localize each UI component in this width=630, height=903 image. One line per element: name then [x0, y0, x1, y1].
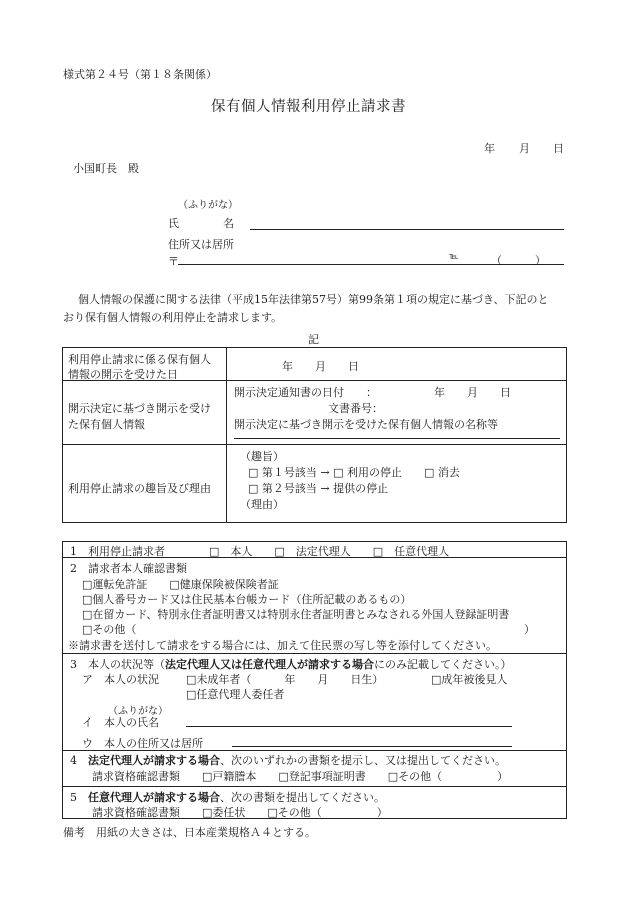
intro-line1: 個人情報の保護に関する法律（平成15年法律第57号）第99条第１項の規定に基づき、下記のと	[78, 293, 549, 306]
name-field-line[interactable]	[250, 229, 564, 230]
row2-label-1: 開示決定に基づき開示を受け	[68, 402, 211, 415]
section-4-title	[70, 752, 506, 768]
id-docs-other-end: ）	[524, 623, 535, 636]
tel-label: ℡	[449, 252, 459, 262]
voluntary-rep-docs[interactable]: 請求資格確認書類 □委任状 □その他（ ）	[92, 806, 388, 819]
purpose-label: （趣旨）	[240, 450, 284, 463]
info-name-label: 開示決定に基づき開示を受けた保有個人情報の名称等	[234, 418, 498, 431]
person-address-label: ウ 本人の住所又は居所	[82, 737, 203, 750]
legal-rep-docs[interactable]: 請求資格確認書類 □戸籍謄本 □登記事項証明書 □その他（ ）	[92, 770, 509, 783]
person-name-label: イ 本人の氏名	[82, 716, 159, 729]
furigana-label: （ふりがな）	[178, 200, 238, 211]
footnote: 備考 用紙の大きさは、日本産業規格Ａ４とする。	[63, 826, 316, 839]
date-day: 日	[553, 142, 564, 155]
page-title: 保有個人情報利用停止請求書	[211, 99, 406, 115]
section-5-bold: 任意代理人が請求する場合	[88, 791, 220, 804]
status-delegator[interactable]: □任意代理人委任者	[186, 688, 285, 701]
section-4-rest: 、次のいずれかの書類を提示し、又は提出してください。	[220, 754, 506, 767]
row1-label-1: 利用停止請求に係る保有個人	[68, 353, 211, 366]
section-5-num: 5	[70, 791, 77, 804]
notice-date-label: 開示決定通知書の日付 ：	[234, 386, 377, 399]
section-1[interactable]: 1 利用停止請求者 □ 本人 □ 法定代理人 □ 任意代理人	[70, 545, 450, 558]
date-year: 年	[484, 142, 495, 155]
purpose-option-1[interactable]: □ 第１号該当 → □ 利用の停止 □ 消去	[248, 466, 460, 479]
person-address-line[interactable]	[232, 746, 512, 747]
status-minor[interactable]: □未成年者（ 年 月 日生）	[186, 673, 384, 686]
section-3-prefix: 3 本人の状況等（	[70, 658, 165, 671]
sep-s2	[62, 653, 567, 654]
addressee: 小国町長 殿	[73, 162, 139, 175]
row1-label-2: 情報の開示を受けた日	[68, 368, 178, 381]
section-5-rest: 、次の書類を提出してください。	[220, 791, 385, 804]
row1-date[interactable]: 年 月 日	[282, 360, 359, 373]
id-docs-other[interactable]: □その他（	[82, 623, 137, 636]
section-3-suffix: にのみ記載してください。）	[374, 658, 512, 671]
section-4-bold: 法定代理人が請求する場合	[88, 754, 220, 767]
row2-label-2: た保有個人情報	[68, 418, 145, 431]
ki-label: 記	[308, 333, 319, 346]
person-furigana: （ふりがな）	[108, 706, 168, 717]
notice-date-value[interactable]: 年 月 日	[434, 386, 511, 399]
reason-label: （理由）	[240, 498, 284, 511]
address-label: 住所又は居所	[168, 238, 234, 251]
id-docs-note: ※請求書を送付して請求をする場合には、加えて住民票の写し等を添付してください。	[68, 639, 497, 652]
id-docs-line-2[interactable]: □個人番号カード又は住民基本台帳カード（住所記載のあるもの）	[82, 593, 412, 606]
sep-s4	[62, 786, 567, 787]
row3-label: 利用停止請求の趣旨及び理由	[68, 482, 211, 495]
date-month: 月	[519, 142, 530, 155]
name-label: 氏 名	[168, 217, 234, 230]
section-3-bold: 法定代理人又は任意代理人が請求する場合	[165, 658, 374, 671]
postal-mark: 〒	[168, 255, 179, 268]
section-5-title	[70, 789, 385, 805]
person-status-label: ア 本人の状況	[82, 673, 159, 686]
intro-line2: おり保有個人情報の利用停止を請求します。	[63, 311, 283, 324]
info-name-line[interactable]	[234, 438, 560, 439]
section-2-title: 2 請求者本人確認書類	[70, 562, 187, 575]
status-adult-ward[interactable]: □成年被後見人	[431, 673, 508, 686]
form-number: 様式第２４号（第１８条関係）	[63, 68, 217, 81]
table-row-sep-2	[62, 444, 567, 445]
table-divider	[226, 347, 227, 523]
section-4-num: 4	[70, 754, 77, 767]
id-docs-line-3[interactable]: □在留カード、特別永住者証明書又は特別永住者証明書とみなされる外国人登録証明書	[82, 608, 510, 621]
doc-number-label: 文書番号：	[328, 402, 383, 415]
purpose-option-2[interactable]: □ 第２号該当 → 提供の停止	[248, 482, 389, 495]
section-3-title	[70, 656, 512, 672]
id-docs-line-1[interactable]: □運転免許証 □健康保険被保険者証	[82, 578, 279, 591]
person-name-line[interactable]	[186, 726, 512, 727]
tel-paren: （ ）	[491, 254, 546, 267]
